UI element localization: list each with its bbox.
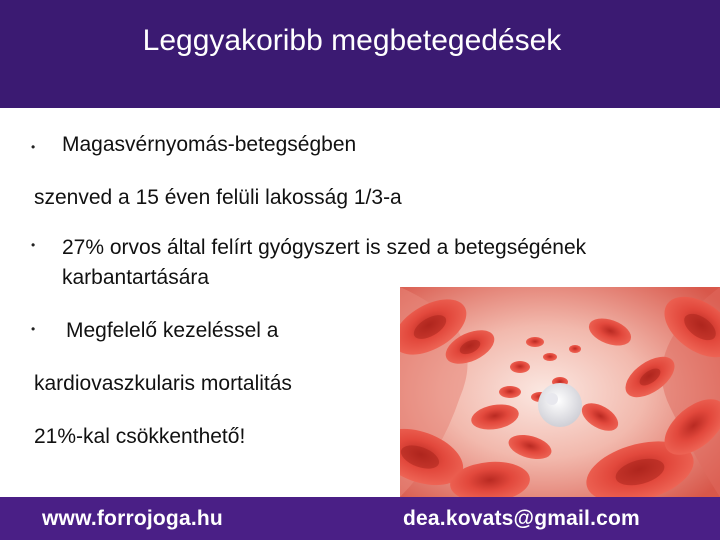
slide-title: Leggyakoribb megbetegedések — [142, 24, 562, 57]
footer-bar — [0, 497, 720, 540]
text-line-2: szenved a 15 éven felüli lakosság 1/3-a — [34, 186, 402, 209]
bullet: • — [31, 322, 36, 336]
bullet: • — [31, 140, 36, 154]
red-blood-cells-illustration — [400, 287, 720, 497]
text-line-6: 21%-kal csökkenthető! — [34, 425, 246, 448]
bullet: • — [31, 238, 36, 252]
text-line-5: kardiovaszkularis mortalitás — [34, 372, 292, 395]
website-link[interactable]: www.forrojoga.hu — [42, 507, 223, 530]
text-line-4: Megfelelő kezeléssel a — [66, 319, 279, 342]
text-line-3a: 27% orvos által felírt gyógyszert is szed a betegségének — [62, 236, 587, 259]
title-bar — [0, 0, 720, 108]
text-line-3b: karbantartására — [62, 266, 210, 289]
email-link[interactable]: dea.kovats@gmail.com — [403, 507, 640, 530]
text-line-1: Magasvérnyomás-betegségben — [62, 133, 357, 156]
